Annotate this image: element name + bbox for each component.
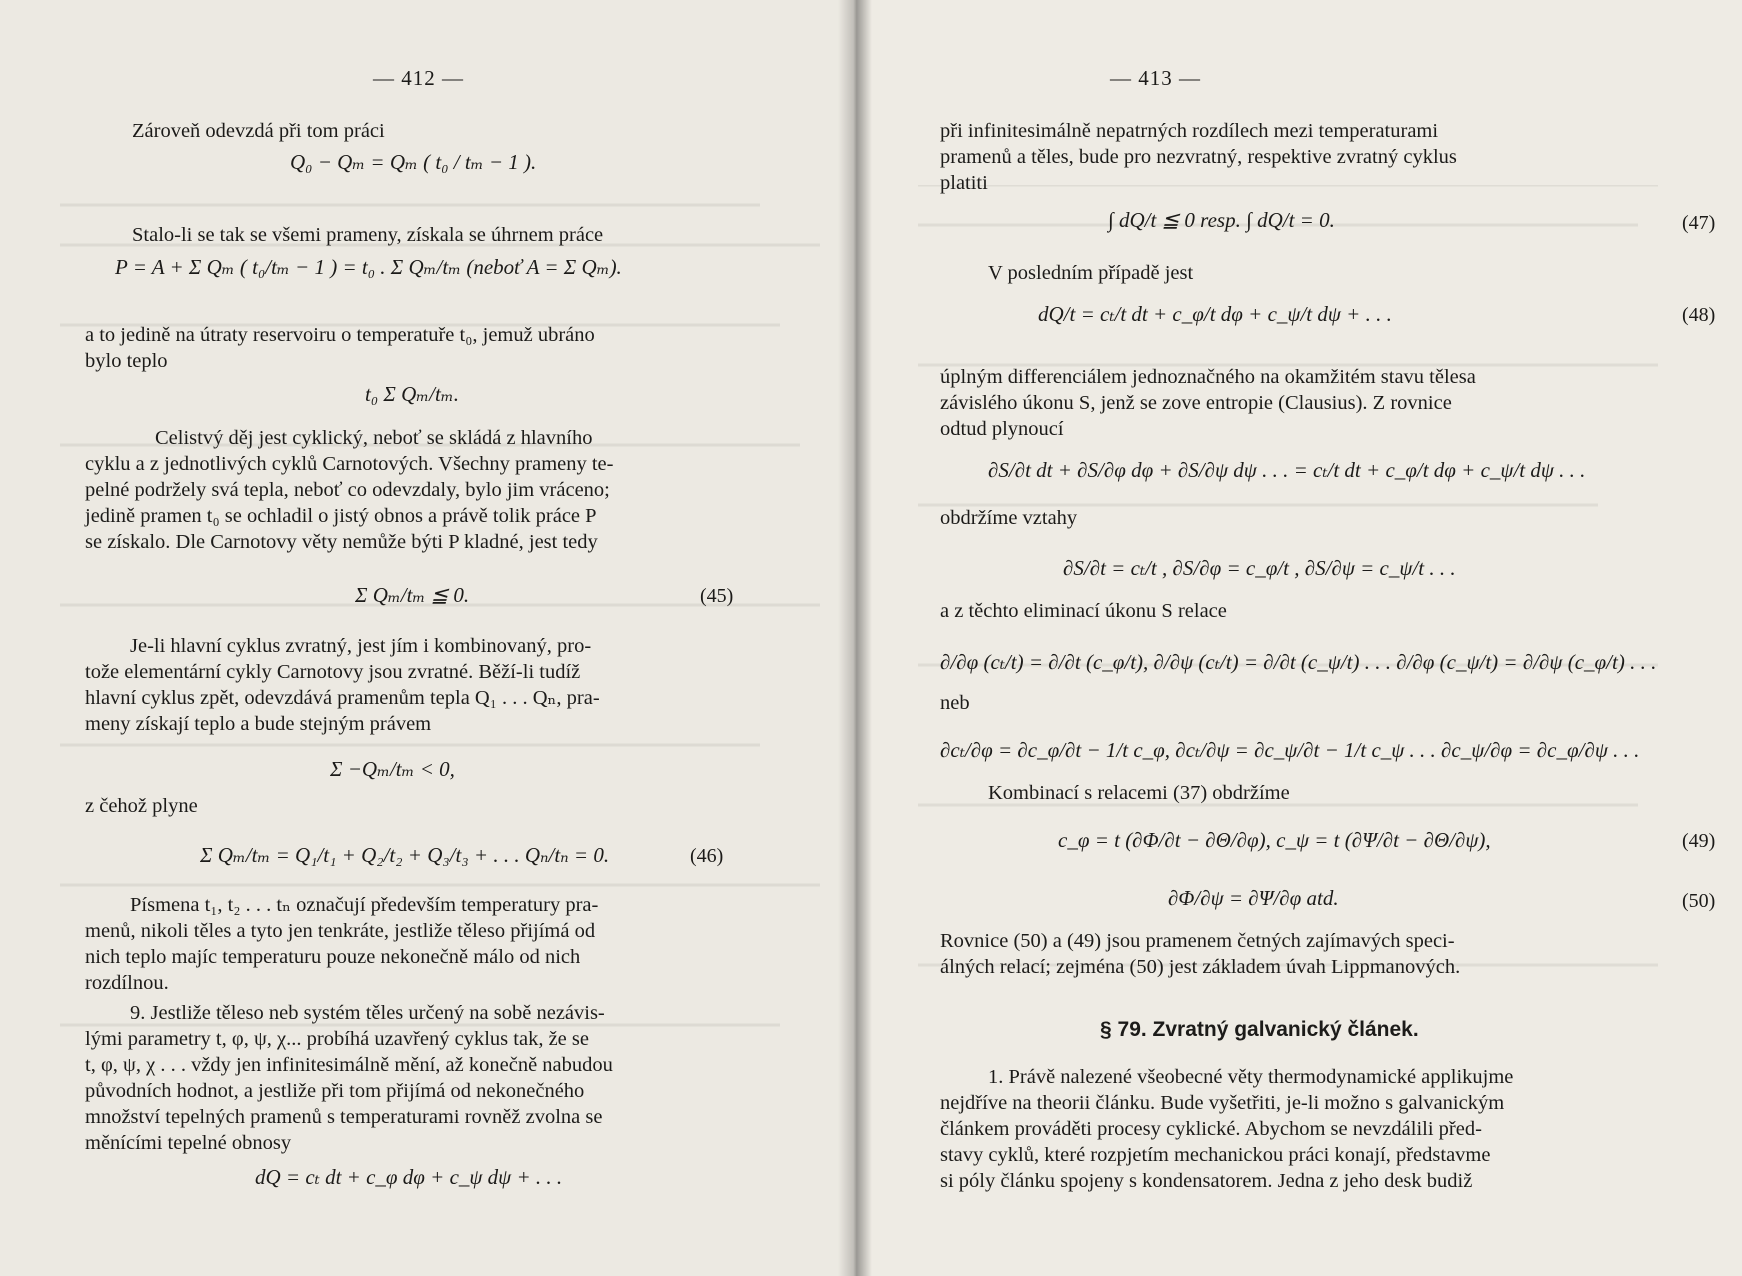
equation-number: (50) — [1682, 890, 1716, 912]
page-number: — 412 — — [373, 66, 464, 90]
text-line: menů, nikoli těles a tyto jen tenkráte, jestliže těleso přijímá od — [85, 920, 596, 942]
text-line: z čehož plyne — [85, 795, 198, 817]
text-line: jedině pramen t₀ se ochladil o jistý obnos a právě tolik práce P — [85, 505, 597, 527]
equation-45 — [355, 583, 469, 608]
equation-relations — [1063, 556, 1456, 581]
equation-entropy-text: ∂S/∂t dt + ∂S/∂φ dφ + ∂S/∂ψ dψ . . . = cₜ/t dt + c_φ/t dφ + c_ψ/t dψ . . . — [988, 458, 1586, 482]
text-line: neb — [940, 692, 970, 714]
text-line: úplným differenciálem jednoznačného na okamžitém stavu tělesa — [940, 366, 1476, 388]
text-line: měnícími tepelné obnosy — [85, 1132, 292, 1154]
equation-49-text: c_φ = t (∂Φ/∂t − ∂Θ/∂φ), c_ψ = t (∂Ψ/∂t − ∂Θ/∂ψ), — [1058, 828, 1491, 852]
equation-total-work-text: P = A + Σ Qₘ ( t₀/tₘ − 1 ) = t₀ . Σ Qₘ/tₘ (neboť A = Σ Qₘ). — [115, 255, 622, 279]
text-line: množství tepelných pramenů s temperaturami rovněž zvolna se — [85, 1106, 603, 1128]
text-line: a z těchto eliminací úkonu S relace — [940, 600, 1227, 622]
equation-inequality-text: Σ −Qₘ/tₘ < 0, — [330, 757, 455, 781]
equation-work — [290, 150, 536, 175]
equation-work-text: Q₀ − Qₘ = Qₘ ( t₀ / tₘ − 1 ). — [290, 150, 537, 174]
text-line: původních hodnot, a jestliže při tom přijímá od nekonečného — [85, 1080, 585, 1102]
text-line: při infinitesimálně nepatrných rozdílech mezi temperaturami — [940, 120, 1439, 142]
equation-dq — [255, 1165, 562, 1190]
equation-heat-text: t₀ Σ Qₘ/tₘ. — [365, 382, 459, 406]
text-line: Je-li hlavní cyklus zvratný, jest jím i kombinovaný, pro- — [130, 635, 592, 657]
left-page — [0, 0, 858, 1276]
text-line: pramenů a těles, bude pro nezvratný, respektive zvratný cyklus — [940, 146, 1457, 168]
book-gutter — [838, 0, 872, 1276]
equation-heat — [365, 382, 459, 407]
text-line: závislého úkonu S, jenž se zove entropie (Clausius). Z rovnice — [940, 392, 1452, 414]
equation-45-text: Σ Qₘ/tₘ ≦ 0. — [355, 583, 470, 607]
equation-number: (48) — [1682, 304, 1716, 326]
equation-total-work — [115, 255, 622, 280]
text-line: obdržíme vztahy — [940, 507, 1078, 529]
equation-elimination — [940, 650, 1656, 675]
equation-entropy — [988, 458, 1585, 483]
equation-inequality — [330, 757, 455, 782]
text-line: odtud plynoucí — [940, 418, 1064, 440]
text-line: 9. Jestliže těleso neb systém těles určený na sobě nezávis- — [130, 1002, 605, 1024]
equation-49 — [1058, 828, 1491, 853]
equation-dq-text: dQ = cₜ dt + c_φ dφ + c_ψ dψ + . . . — [255, 1165, 563, 1189]
text-line: meny získají teplo a bude stejným právem — [85, 713, 432, 735]
equation-neb-text: ∂cₜ/∂φ = ∂c_φ/∂t − 1/t c_φ, ∂cₜ/∂ψ = ∂c_ψ/∂t − 1/t c_ψ . . . ∂c_ψ/∂φ = ∂c_φ/∂ψ . . . — [940, 738, 1640, 762]
text-line: nich teplo majíc temperaturu pouze nekonečně málo od nich — [85, 946, 581, 968]
equation-number: (47) — [1682, 212, 1716, 234]
right-page — [858, 0, 1742, 1276]
equation-46-text: Σ Qₘ/tₘ = Q₁/t₁ + Q₂/t₂ + Q₃/t₃ + . . . Qₙ/tₙ = 0. — [200, 843, 610, 867]
text-line: a to jedině na útraty reservoiru o temperatuře t₀, jemuž ubráno — [85, 324, 595, 346]
equation-neb — [940, 738, 1639, 763]
equation-elimination-text: ∂/∂φ (cₜ/t) = ∂/∂t (c_φ/t), ∂/∂ψ (cₜ/t) = ∂/∂t (c_ψ/t) . . . ∂/∂φ (c_ψ/t) = ∂/∂ψ (c_φ/t) . . . — [940, 650, 1657, 674]
text-line: cyklu a z jednotlivých cyklů Carnotových. Všechny prameny te- — [85, 453, 614, 475]
equation-48-text: dQ/t = cₜ/t dt + c_φ/t dφ + c_ψ/t dψ + . . . — [1038, 302, 1392, 326]
text-line: álných relací; zejména (50) jest základem úvah Lippmanových. — [940, 956, 1461, 978]
text-line: lými parametry t, φ, ψ, χ... probíhá uzavřený cyklus tak, že se — [85, 1028, 589, 1050]
page-number: — 413 — — [1110, 66, 1201, 90]
text-line: Písmena t₁, t₂ . . . tₙ označují především temperatury pra- — [130, 894, 599, 916]
text-line: pelné podržely svá tepla, neboť co odevzdaly, bylo jim vráceno; — [85, 479, 610, 501]
text-line: stavy cyklů, které rozpjetím mechanickou práci konají, představme — [940, 1144, 1491, 1166]
equation-relations-text: ∂S/∂t = cₜ/t , ∂S/∂φ = c_φ/t , ∂S/∂ψ = c_ψ/t . . . — [1063, 556, 1456, 580]
text-line: hlavní cyklus zpět, odevzdává pramenům tepla Q₁ . . . Qₙ, pra- — [85, 687, 600, 709]
equation-number: (46) — [690, 845, 724, 867]
text-line: si póly článku spojeny s kondensatorem. Jedna z jeho desk budiž — [940, 1170, 1473, 1192]
text-line: článkem prováděti procesy cyklické. Abychom se nevzdálili před- — [940, 1118, 1482, 1140]
section-heading: § 79. Zvratný galvanický článek. — [1100, 1018, 1419, 1041]
text-line: bylo teplo — [85, 350, 168, 372]
text-line: se získalo. Dle Carnotovy věty nemůže býti P kladné, jest tedy — [85, 531, 598, 553]
equation-46 — [200, 843, 609, 868]
equation-number: (49) — [1682, 830, 1716, 852]
text-line: tože elementární cykly Carnotovy jsou zvratné. Běží-li tudíž — [85, 661, 581, 683]
text-line: 1. Právě nalezené všeobecné věty thermodynamické applikujme — [988, 1066, 1514, 1088]
text-line: Zároveň odevzdá při tom práci — [132, 120, 385, 142]
text-line: platiti — [940, 172, 988, 194]
text-line: t, φ, ψ, χ . . . vždy jen infinitesimálně mění, až konečně nabudou — [85, 1054, 613, 1076]
equation-47-text: ∫ dQ/t ≦ 0 resp. ∫ dQ/t = 0. — [1108, 208, 1335, 232]
equation-50 — [1168, 886, 1339, 911]
text-line: nejdříve na theorii článku. Bude vyšetřiti, je-li možno s galvanickým — [940, 1092, 1505, 1114]
text-line: Kombinací s relacemi (37) obdržíme — [988, 782, 1290, 804]
text-line: rozdílnou. — [85, 972, 169, 994]
equation-50-text: ∂Φ/∂ψ = ∂Ψ/∂φ atd. — [1168, 886, 1339, 910]
equation-48 — [1038, 302, 1392, 327]
equation-number: (45) — [700, 585, 734, 607]
text-line: V posledním případě jest — [988, 262, 1194, 284]
text-line: Stalo-li se tak se všemi prameny, získala se úhrnem práce — [132, 224, 604, 246]
text-line: Rovnice (50) a (49) jsou pramenem četných zajímavých speci- — [940, 930, 1455, 952]
text-line: Celistvý děj jest cyklický, neboť se skládá z hlavního — [155, 427, 593, 449]
equation-47 — [1108, 208, 1335, 233]
